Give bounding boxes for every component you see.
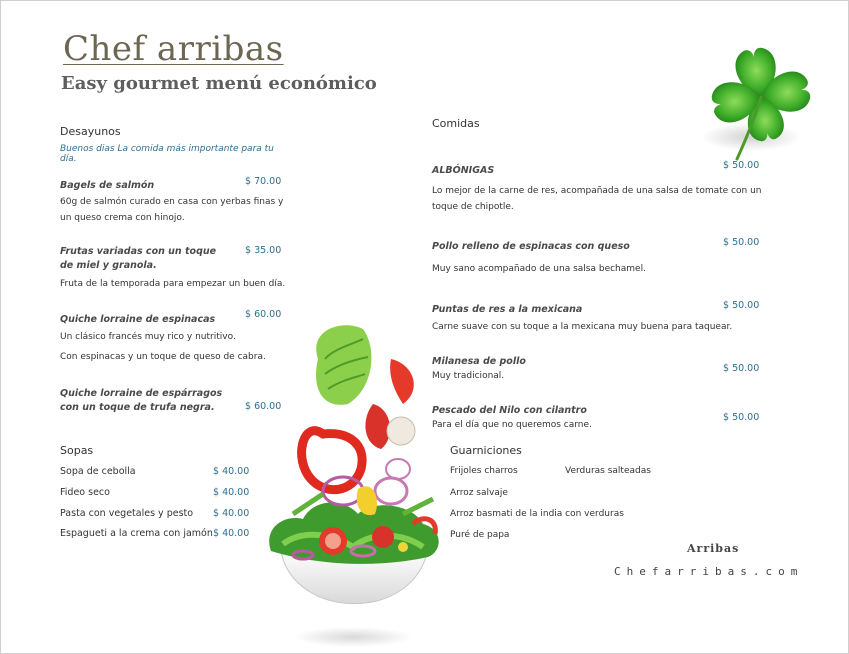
side-dish: Frijoles charros: [450, 466, 518, 476]
dish-name: Frutas variadas con un toque: [60, 246, 217, 257]
dish-price: $ 50.00: [723, 300, 760, 311]
salad-bowl-icon: [263, 319, 453, 649]
footer-website: Chefarribas.com: [614, 565, 804, 578]
dish-price: $ 50.00: [723, 412, 760, 423]
dish-description: Fruta de la temporada para empezar un buen día.: [60, 279, 286, 289]
dish-price: $ 60.00: [245, 401, 282, 412]
soup-price: $ 40.00: [213, 528, 250, 539]
section-sopas-heading: Sopas: [60, 444, 94, 457]
dish-name: de miel y granola.: [60, 260, 157, 271]
dish-name: ALBÓNIGAS: [432, 165, 495, 176]
dish-name: Bagels de salmón: [60, 180, 155, 191]
page-title: Chef arribas: [63, 29, 284, 69]
soup-name: Pasta con vegetales y pesto: [60, 508, 194, 519]
dish-description: Muy tradicional.: [432, 371, 505, 381]
section-guarniciones-heading: Guarniciones: [450, 444, 522, 457]
dish-description: Lo mejor de la carne de res, acompañada de una salsa de tomate con un: [432, 186, 762, 196]
soup-price: $ 40.00: [213, 508, 250, 519]
dish-price: $ 35.00: [245, 245, 282, 256]
dish-name: Milanesa de pollo: [432, 356, 526, 367]
soup-name: Sopa de cebolla: [60, 466, 136, 477]
clover-icon: [689, 37, 819, 167]
dish-name: Pescado del Nilo con cilantro: [432, 405, 587, 416]
dish-description: Carne suave con su toque a la mexicana muy buena para taquear.: [432, 322, 733, 332]
soup-name: Espagueti a la crema con jamón: [60, 528, 213, 539]
dish-name: Pollo relleno de espinacas con queso: [432, 241, 630, 252]
dish-description: Muy sano acompañado de una salsa bechamel.: [432, 264, 646, 274]
dish-price: $ 60.00: [245, 309, 282, 320]
dish-description: un queso crema con hinojo.: [60, 213, 185, 223]
soup-price: $ 40.00: [213, 487, 250, 498]
dish-name: Quiche lorraine de espinacas: [60, 314, 216, 325]
dish-price: $ 50.00: [723, 363, 760, 374]
soup-price: $ 40.00: [213, 466, 250, 477]
dish-price: $ 70.00: [245, 176, 282, 187]
dish-description: 60g de salmón curado en casa con yerbas finas y: [60, 197, 284, 207]
dish-price: $ 50.00: [723, 237, 760, 248]
dish-description: Con espinacas y un toque de queso de cabra.: [60, 352, 266, 362]
soup-name: Fideo seco: [60, 487, 110, 498]
side-dish: Verduras salteadas: [565, 466, 651, 476]
page-subtitle: Easy gourmet menú económico: [61, 73, 377, 94]
footer-brand: Arribas: [687, 542, 740, 555]
side-dish: Arroz salvaje: [450, 488, 508, 498]
dish-price: $ 50.00: [723, 160, 760, 171]
dish-description: toque de chipotle.: [432, 202, 514, 212]
section-desayunos-heading: Desayunos: [60, 125, 121, 138]
dish-name: Puntas de res a la mexicana: [432, 304, 583, 315]
dish-name: con un toque de trufa negra.: [60, 402, 215, 413]
desayunos-intro: Buenos dias La comida más importante para tu día.: [60, 144, 274, 164]
side-dish: Puré de papa: [450, 530, 510, 540]
dish-name: Quiche lorraine de espárragos: [60, 388, 223, 399]
dish-description: Para el día que no queremos carne.: [432, 420, 592, 430]
dish-description: Un clásico francés muy rico y nutritivo.: [60, 332, 236, 342]
section-comidas-heading: Comidas: [432, 117, 480, 130]
side-dish: Arroz basmati de la india con verduras: [450, 509, 624, 519]
